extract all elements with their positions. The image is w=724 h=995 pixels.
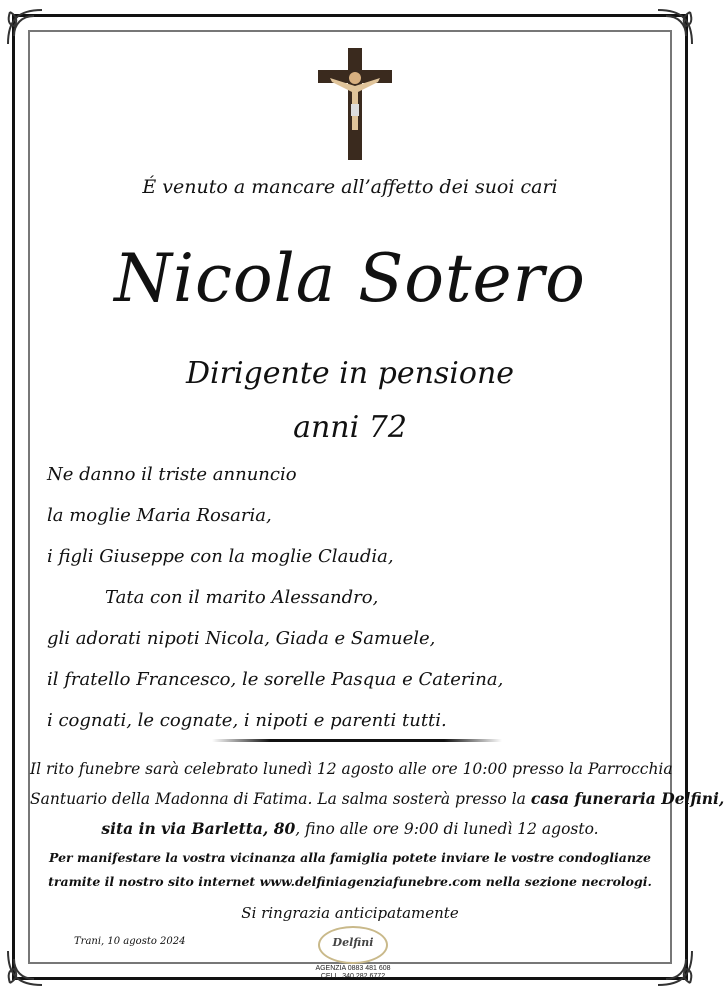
place-date: Trani, 10 agosto 2024: [74, 936, 186, 947]
mourner-line: la moglie Maria Rosaria,: [47, 505, 272, 526]
mourner-line: Ne danno il triste annuncio: [47, 464, 297, 485]
condolence-note: [30, 846, 670, 894]
deceased-role: Dirigente in pensione: [185, 356, 515, 391]
corner-ornament-icon: [4, 6, 46, 48]
funeral-details: [30, 754, 724, 844]
corner-ornament-icon: [4, 947, 46, 989]
logo-brand: Delfini: [332, 936, 374, 949]
funeral-home-name: casa funeraria Delfini,: [530, 789, 724, 808]
funeral-text: , fino alle ore 9:00 di lunedì 12 agosto.: [295, 820, 599, 838]
mourner-line: gli adorati nipoti Nicola, Giada e Samuele,: [47, 628, 436, 649]
deceased-name: Nicola Sotero: [114, 240, 586, 317]
condolence-line: Per manifestare la vostra vicinanza alla famiglia potete inviare le vostre condoglianze: [49, 850, 651, 865]
agency-logo: [300, 926, 406, 984]
agency-phone: AGENZIA 0883 481 608: [315, 965, 391, 972]
condolence-line: tramite il nostro sito internet www.delfiniagenziafunebre.com nella sezione necrologi.: [48, 874, 652, 889]
mourner-line: il fratello Francesco, le sorelle Pasqua e Caterina,: [47, 669, 504, 690]
mourner-line: i figli Giuseppe con la moglie Claudia,: [47, 546, 394, 567]
funeral-text: Santuario della Madonna di Fatima. La salma sosterà presso la: [30, 790, 531, 808]
crucifix-icon: [318, 48, 392, 160]
intro-text: É venuto a mancare all’affetto dei suoi cari: [142, 176, 558, 198]
thanks-text: Si ringrazia anticipatamente: [241, 904, 459, 922]
funeral-line: [30, 784, 724, 814]
corner-ornament-icon: [654, 947, 696, 989]
deceased-age: anni 72: [293, 410, 407, 445]
funeral-home-address: sita in via Barletta, 80: [101, 819, 296, 838]
funeral-line: [30, 814, 670, 844]
mobile-phone: CELL. 340 282 6772: [320, 973, 386, 980]
mourners-list: [47, 454, 647, 741]
mourner-line: i cognati, le cognate, i nipoti e parenti tutti.: [47, 710, 447, 731]
mourner-line: Tata con il marito Alessandro,: [105, 587, 379, 608]
corner-ornament-icon: [654, 6, 696, 48]
funeral-line: Il rito funebre sarà celebrato lunedì 12 agosto alle ore 10:00 presso la Parrocchia: [30, 760, 673, 778]
divider: [212, 739, 502, 742]
